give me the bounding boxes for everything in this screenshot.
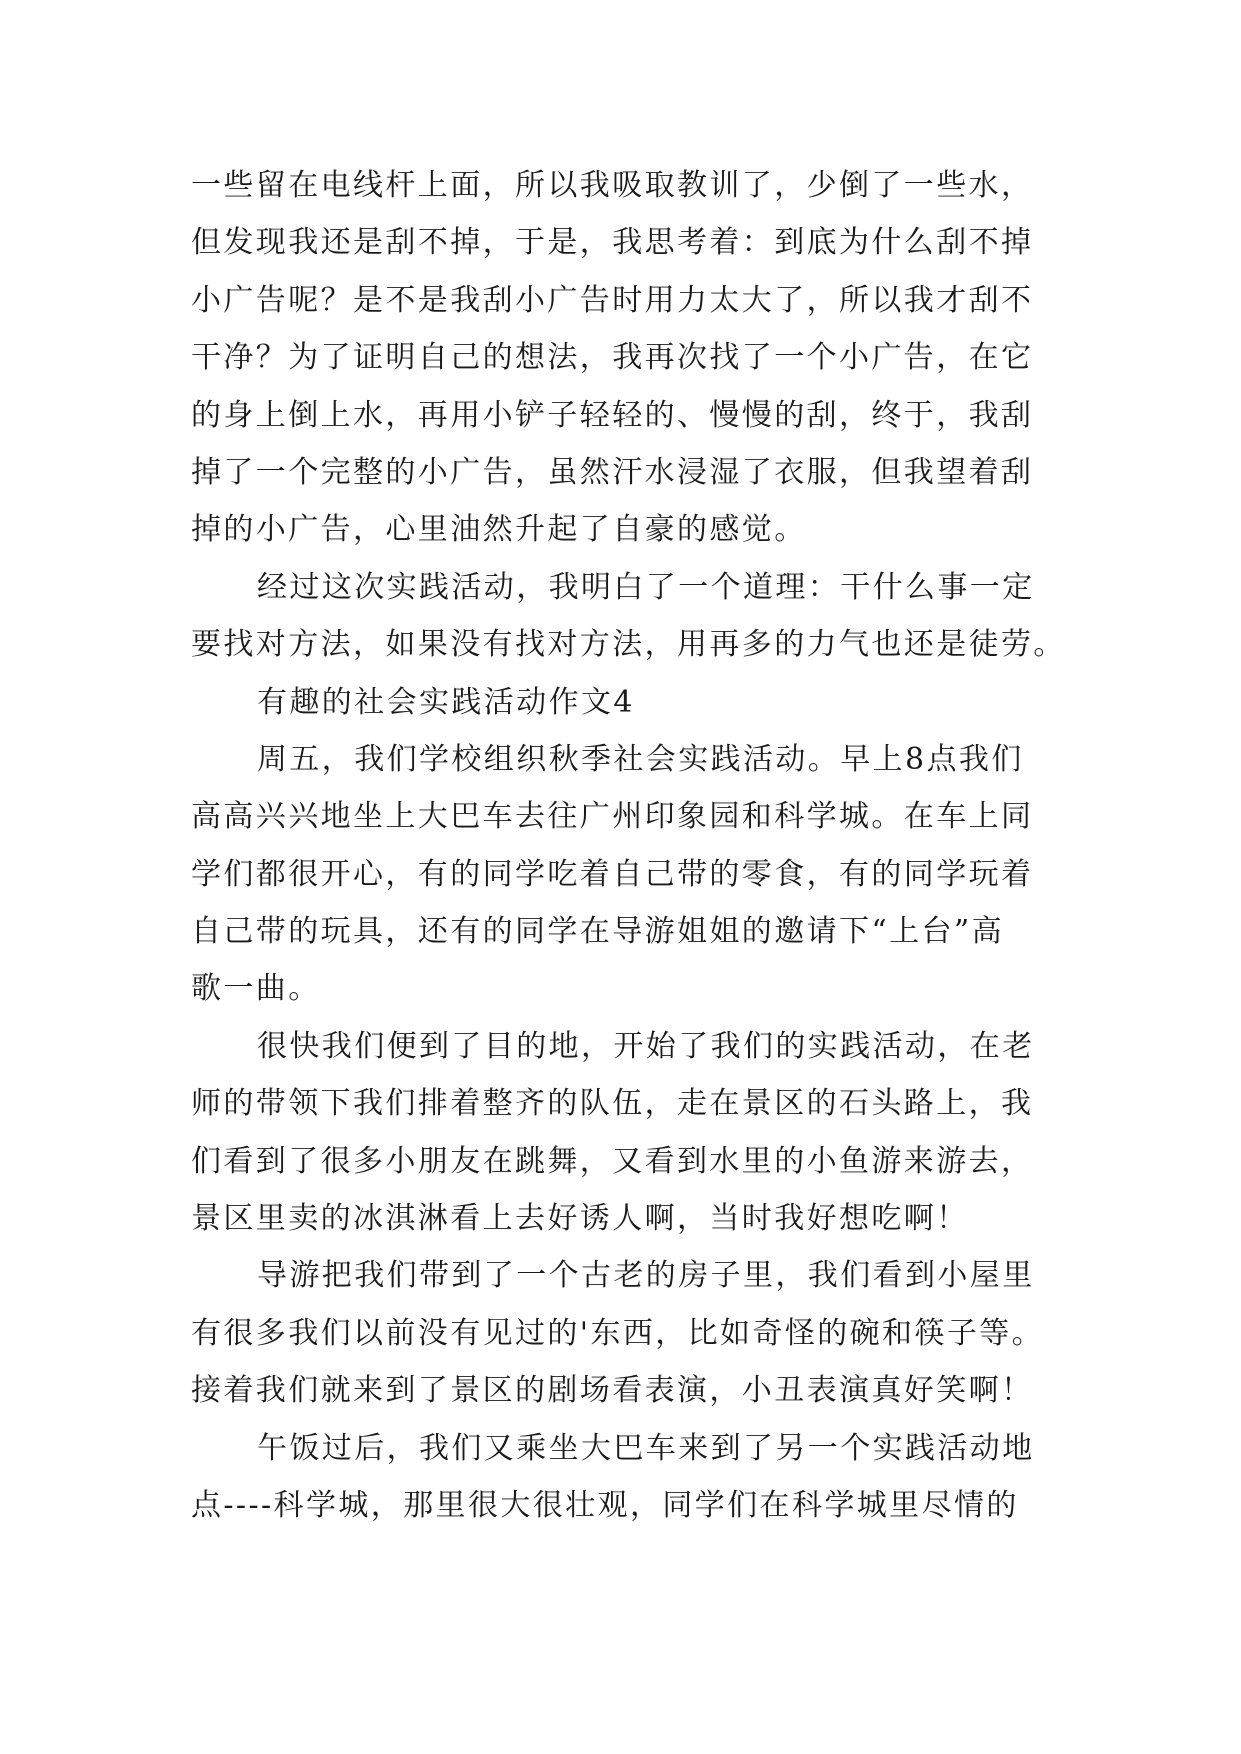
text-line: 们看到了很多小朋友在跳舞，又看到水里的小鱼游来游去， xyxy=(191,1143,1034,1179)
text-line: 点----科学城，那里很大很壮观，同学们在科学城里尽情的 xyxy=(191,1487,1019,1523)
paragraph-start-line: 导游把我们带到了一个古老的房子里，我们看到小屋里 xyxy=(257,1258,1035,1294)
text-line: 高高兴兴地坐上大巴车去往广州印象园和科学城。在车上同 xyxy=(191,799,1034,835)
document-body xyxy=(191,157,1066,1534)
text-line: 小广告呢？是不是我刮小广告时用力太大了，所以我才刮不 xyxy=(191,282,1034,318)
text-line: 歌一曲。 xyxy=(191,971,321,1007)
text-line: 师的带领下我们排着整齐的队伍，走在景区的石头路上，我 xyxy=(191,1086,1034,1122)
text-line: 一些留在电线杆上面，所以我吸取教训了，少倒了一些水， xyxy=(191,168,1034,203)
text-line: 有很多我们以前没有见过的'东西，比如奇怪的碗和筷子等。 xyxy=(191,1315,1045,1351)
text-line: 要找对方法，如果没有找对方法，用再多的力气也还是徒劳。 xyxy=(191,627,1066,663)
text-line: 的身上倒上水，再用小铲子轻轻的、慢慢的刮，终于，我刮 xyxy=(191,397,1034,433)
text-line: 干净？为了证明自己的想法，我再次找了一个小广告，在它 xyxy=(191,340,1034,376)
paragraph-start-line: 周五，我们学校组织秋季社会实践活动。早上8点我们 xyxy=(257,741,1024,777)
text-line: 掉的小广告，心里油然升起了自豪的感觉。 xyxy=(191,512,807,548)
section-heading: 有趣的社会实践活动作文4 xyxy=(257,684,635,720)
text-line: 景区里卖的冰淇淋看上去好诱人啊，当时我好想吃啊！ xyxy=(191,1201,969,1237)
paragraph-start-line: 很快我们便到了目的地，开始了我们的实践活动，在老 xyxy=(257,1028,1035,1064)
text-line: 接着我们就来到了景区的剧场看表演，小丑表演真好笑啊！ xyxy=(191,1373,1034,1409)
paragraph-start-line: 经过这次实践活动，我明白了一个道理：干什么事一定 xyxy=(257,569,1035,605)
text-line: 但发现我还是刮不掉，于是，我思考着：到底为什么刮不掉 xyxy=(191,225,1034,261)
paragraph-start-line: 午饭过后，我们又乘坐大巴车来到了另一个实践活动地 xyxy=(257,1430,1035,1466)
text-line: 掉了一个完整的小广告，虽然汗水浸湿了衣服，但我望着刮 xyxy=(191,454,1034,490)
text-line: 学们都很开心，有的同学吃着自己带的零食，有的同学玩着 xyxy=(191,856,1034,892)
text-line: 自己带的玩具，还有的同学在导游姐姐的邀请下“上台”高 xyxy=(191,914,1005,950)
